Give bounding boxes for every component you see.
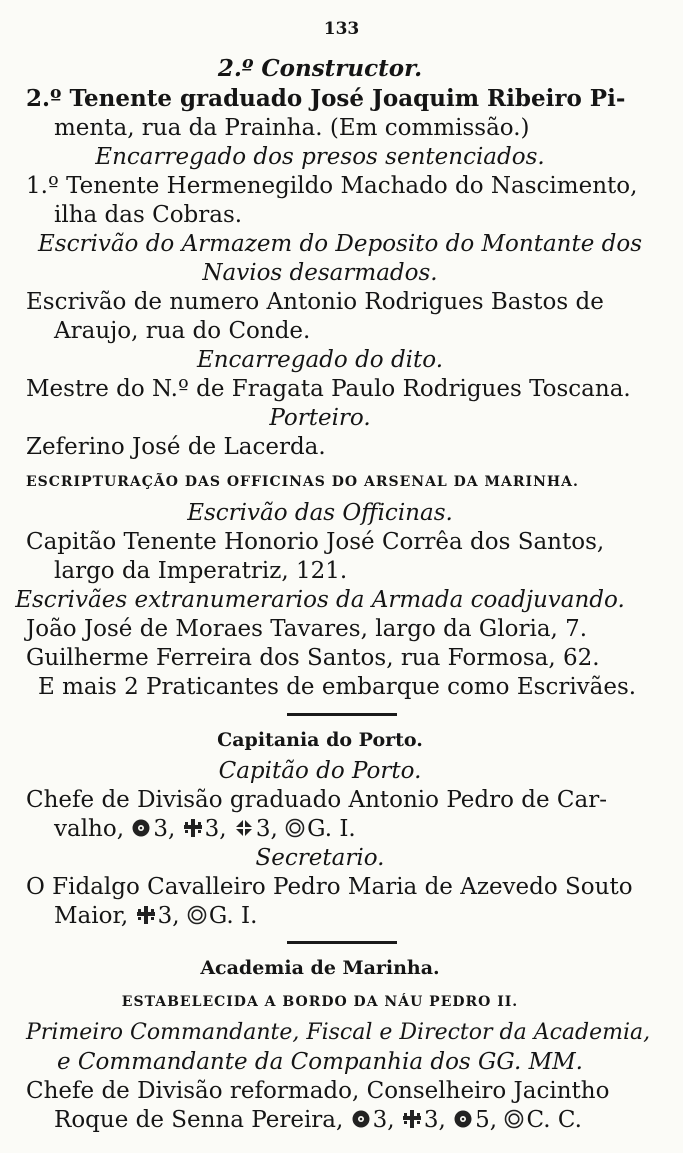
order-rose-icon: [351, 1109, 371, 1129]
entry-line: O Fidalgo Cavalleiro Pedro Maria de Azevedo Souto: [26, 874, 633, 900]
section-heading: Navios desarmados.: [202, 260, 438, 286]
section-heading: Encarregado dos presos sentenciados.: [95, 144, 545, 170]
entry-line: Chefe de Divisão reformado, Conselheiro Jacintho: [26, 1078, 610, 1104]
section-heading: e Commandante da Companhia dos GG. MM.: [56, 1049, 583, 1075]
section-heading: Primeiro Commandante, Fiscal e Director da Academia,: [26, 1020, 651, 1045]
section-heading: Capitão do Porto.: [218, 758, 422, 784]
decoration-grade: 3,: [204, 816, 227, 842]
order-cross-icon: [402, 1109, 422, 1129]
decoration-grade: 5,: [475, 1107, 498, 1133]
entry-line: ilha das Cobras.: [54, 202, 243, 228]
entry-line: 2.º Tenente graduado José Joaquim Ribeiro Pi-: [26, 85, 626, 112]
entry-text: Roque de Senna Pereira,: [54, 1107, 344, 1133]
entry-line: Capitão Tenente Honorio José Corrêa dos Santos,: [26, 529, 605, 555]
entry-line: largo da Imperatriz, 121.: [54, 558, 348, 584]
entry-line: E mais 2 Praticantes de embarque como Escrivães.: [38, 674, 637, 700]
entry-line: Chefe de Divisão graduado Antonio Pedro de Car-: [26, 787, 607, 813]
entry-line: Mestre do N.º de Fragata Paulo Rodrigues Toscana.: [26, 376, 631, 402]
entry-line: João José de Moraes Tavares, largo da Gloria, 7.: [26, 616, 588, 642]
decoration-grade: G. I.: [307, 816, 356, 842]
decoration-grade: 3,: [255, 816, 278, 842]
decoration-grade: 3,: [153, 816, 176, 842]
decoration-grade: 3,: [423, 1107, 446, 1133]
section-heading: Escrivães extranumerarios da Armada coadjuvando.: [15, 587, 625, 613]
decoration-grade: 3,: [157, 903, 180, 929]
decoration-grade: 3,: [372, 1107, 395, 1133]
entry-text: Maior,: [54, 903, 129, 929]
section-heading: Escrivão das Officinas.: [187, 500, 453, 526]
order-ring-icon: [504, 1109, 524, 1129]
section-heading: Porteiro.: [269, 405, 371, 431]
section-caps-heading: ESTABELECIDA A BORDO DA NÁU PEDRO II.: [121, 994, 519, 1010]
section-title: Capitania do Porto.: [217, 729, 423, 751]
order-rose-icon: [131, 818, 151, 838]
section-heading: Encarregado do dito.: [196, 347, 444, 373]
entry-line-decorations: [54, 1105, 582, 1135]
section-caps-heading: ESCRIPTURAÇÃO DAS OFFICINAS DO ARSENAL DA MARINHA.: [26, 474, 579, 490]
order-cross-icon: [136, 905, 156, 925]
entry-line-decorations: [54, 814, 356, 844]
section-divider: [287, 941, 397, 944]
entry-line-decorations: [54, 901, 257, 931]
entry-line: 1.º Tenente Hermenegildo Machado do Nascimento,: [26, 173, 638, 199]
page-number: 133: [323, 19, 360, 39]
section-title: Academia de Marinha.: [200, 957, 440, 979]
heading-constructor: 2.º Constructor.: [217, 55, 423, 82]
order-cross-icon: [183, 818, 203, 838]
entry-line: Zeferino José de Lacerda.: [26, 434, 326, 460]
decoration-grade: C. C.: [526, 1107, 582, 1133]
entry-line: Guilherme Ferreira dos Santos, rua Formosa, 62.: [26, 645, 600, 671]
decoration-grade: G. I.: [208, 903, 258, 929]
entry-line: Escrivão de numero Antonio Rodrigues Bastos de: [26, 289, 604, 315]
order-ring-icon: [285, 818, 305, 838]
entry-line: Araujo, rua do Conde.: [54, 318, 311, 344]
section-heading: Secretario.: [255, 845, 385, 871]
section-heading: Escrivão do Armazem do Deposito do Montante dos: [38, 231, 643, 257]
section-divider: [287, 713, 397, 716]
entry-text: valho,: [54, 816, 125, 842]
order-rose-icon: [453, 1109, 473, 1129]
order-diamond-icon: [234, 818, 254, 838]
entry-line: menta, rua da Prainha. (Em commissão.): [54, 115, 530, 141]
order-ring-icon: [187, 905, 207, 925]
